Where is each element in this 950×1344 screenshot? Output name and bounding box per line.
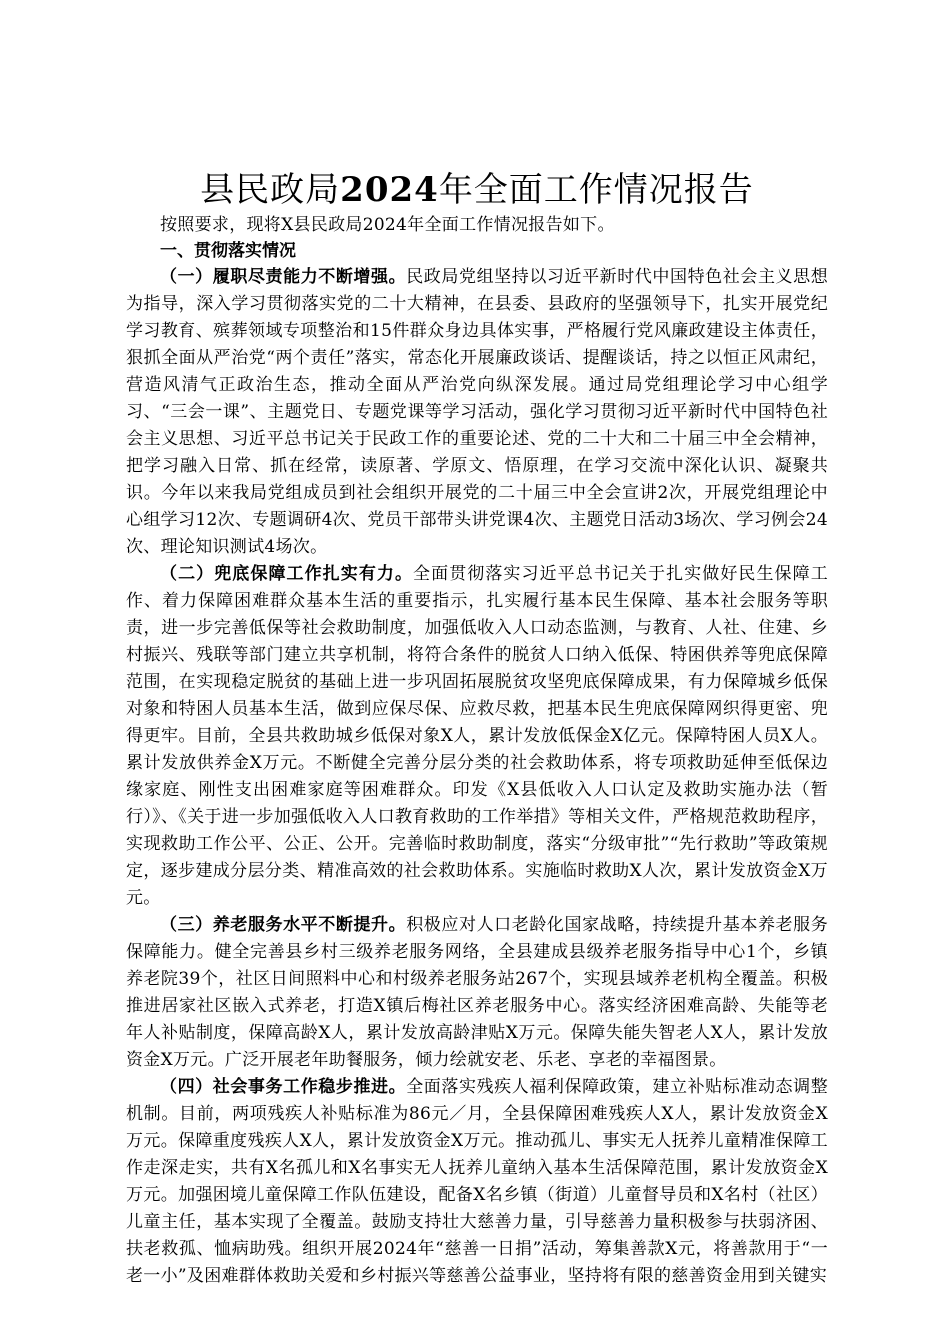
paragraph-text: 全面落实残疾人福利保障政策，建立补贴标准动态调整机制。目前，两项残疾人补贴标准为86元／月，全县保障困难残疾人X人，累计发放资金X万元。保障重度残疾人X人，累计发放资金X万元。推动孤儿、事实无人抚养儿童精准保障工作走深走实，共有X名孤儿和X名事实无人抚养儿童纳入基本生活保障范围，累计发放资金X万元。加强困境儿童保障工作队伍建设，配备X名乡镇（街道）儿童督导员和X名村（社区）儿童主任，基本实现了全覆盖。鼓励支持壮大慈善力量，引导慈善力量积极参与扶弱济困、扶老救孤、恤病助残。组织开展2024年“慈善一日捐”活动，筹集善款X元，将善款用于“一老一小”及困难群体救助关爱和乡村振兴等慈善公益事业，坚持将有限的慈善资金用到关键实 <box>126 1077 829 1286</box>
document-title <box>126 168 828 212</box>
paragraph-text: 积极应对人口老龄化国家战略，持续提升基本养老服务保障能力。健全完善县乡村三级养老服务网络，全县建成县级养老服务指导中心1个，乡镇养老院39个，社区日间照料中心和村级养老服务站267个，实现县域养老机构全覆盖。积极推进居家社区嵌入式养老，打造X镇后梅社区养老服务中心。落实经济困难高龄、失能等老年人补贴制度，保障高龄X人，累计发放高龄津贴X万元。保障失能失智老人X人，累计发放资金X万元。广泛开展老年助餐服务，倾力绘就安老、乐老、享老的幸福图景。 <box>126 915 829 1070</box>
paragraph-lead: （一）履职尽责能力不断增强。 <box>160 267 407 287</box>
title-suffix: 年全面工作情况报告 <box>438 170 754 210</box>
title-year: 2024 <box>340 170 439 210</box>
body-paragraph-4 <box>126 1074 828 1290</box>
paragraph-text: 民政局党组坚持以习近平新时代中国特色社会主义思想为指导，深入学习贯彻落实党的二十大精神，在县委、县政府的坚强领导下，扎实开展党纪学习教育、殡葬领域专项整治和15件群众身边具体实事，严格履行党风廉政建设主体责任，狠抓全面从严治党“两个责任”落实，常态化开展廉政谈话、提醒谈话，持之以恒正风肃纪，营造风清气正政治生态，推动全面从严治党向纵深发展。通过局党组理论学习中心组学习、“三会一课”、主题党日、专题党课等学习活动，强化学习贯彻习近平新时代中国特色社会主义思想、习近平总书记关于民政工作的重要论述、党的二十大和二十届三中全会精神，把学习融入日常、抓在经常，读原著、学原文、悟原理，在学习交流中深化认识、凝聚共识。今年以来我局党组成员到社会组织开展党的二十届三中全会宣讲2次，开展党组理论中心组学习12次、专题调研4次、党员干部带头讲党课4次、主题党日活动3场次、学习例会24次、理论知识测试4场次。 <box>126 267 829 557</box>
document-page <box>126 168 828 1290</box>
paragraph-lead: （三）养老服务水平不断提升。 <box>160 915 407 935</box>
paragraph-lead: （二）兜底保障工作扎实有力。 <box>160 564 414 584</box>
body-paragraph-3 <box>126 912 828 1074</box>
body-paragraph-2 <box>126 561 828 912</box>
paragraph-text: 全面贯彻落实习近平总书记关于扎实做好民生保障工作、着力保障困难群众基本生活的重要指示，扎实履行基本民生保障、基本社会服务等职责，进一步完善低保等社会救助制度，加强低收入人口动态监测，与教育、人社、住建、乡村振兴、残联等部门建立共享机制，将符合条件的脱贫人口纳入低保、特困供养等兜底保障范围，在实现稳定脱贫的基础上进一步巩固拓展脱贫攻坚兜底保障成果，有力保障城乡低保对象和特困人员基本生活，做到应保尽保、应救尽救，把基本民生兜底保障网织得更密、兜得更牢。目前，全县共救助城乡低保对象X人，累计发放低保金X亿元。保障特困人员X人。累计发放供养金X万元。不断健全完善分层分类的社会救助体系，将专项救助延伸至低保边缘家庭、刚性支出困难家庭等困难群众。印发《X县低收入人口认定及救助实施办法（暂行）》、《关于进一步加强低收入人口教育救助的工作举措》等相关文件，严格规范救助程序，实现救助工作公平、公正、公开。完善临时救助制度，落实“分级审批”“先行救助”等政策规定，逐步建成分层分类、精准高效的社会救助体系。实施临时救助X人次，累计发放资金X万元。 <box>126 564 828 908</box>
body-paragraph-1 <box>126 264 828 561</box>
section-heading: 一、贯彻落实情况 <box>160 241 296 261</box>
title-prefix: 县民政局 <box>200 170 341 210</box>
paragraph-lead: （四）社会事务工作稳步推进。 <box>160 1077 407 1097</box>
intro-paragraph: 按照要求，现将X县民政局2024年全面工作情况报告如下。 <box>160 215 615 235</box>
